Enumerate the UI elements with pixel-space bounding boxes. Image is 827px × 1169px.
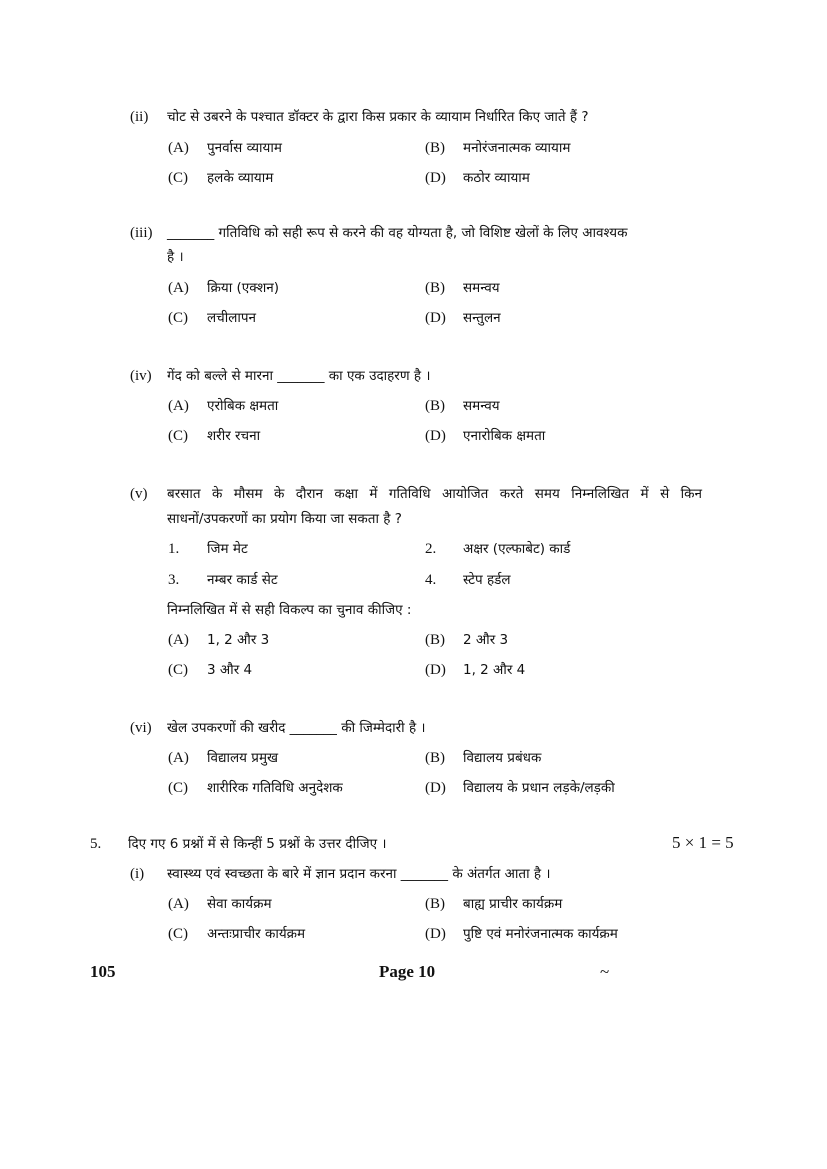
- option-label: (C): [168, 662, 188, 678]
- page-number: Page 10: [379, 962, 436, 981]
- option-label: (A): [168, 896, 189, 912]
- option-text: विद्यालय प्रमुख: [207, 750, 279, 766]
- question-text: चोट से उबरने के पश्चात डॉक्टर के द्वारा किस प्रकार के व्यायाम निर्धारित किए जाते हैं ?: [167, 109, 589, 125]
- question-text: स्वास्थ्य एवं स्वच्छता के बारे में ज्ञान प्रदान करना _______ के अंतर्गत आता है ।: [167, 866, 551, 882]
- option-label: (D): [425, 310, 446, 326]
- option-text: विद्यालय के प्रधान लड़के/लड़की: [463, 780, 615, 796]
- list-item: अक्षर (एल्फाबेट) कार्ड: [463, 541, 571, 557]
- option-label: (D): [425, 662, 446, 678]
- option-label: (D): [425, 170, 446, 186]
- question-number: (iii): [130, 225, 153, 241]
- question-text-cont: है ।: [167, 249, 184, 265]
- option-label: (B): [425, 398, 445, 414]
- option-text: क्रिया (एक्शन): [207, 280, 280, 296]
- option-label: (C): [168, 170, 188, 186]
- paper-code: 105: [90, 962, 116, 981]
- question-number: (iv): [130, 368, 152, 384]
- question-text: _______ गतिविधि को सही रूप से करने की वह योग्यता है, जो विशिष्ट खेलों के लिए आवश्यक: [167, 225, 628, 241]
- list-label: 1.: [168, 541, 180, 557]
- option-text: एरोबिक क्षमता: [207, 398, 279, 414]
- footer-mark: ~: [600, 962, 610, 981]
- option-text: शरीर रचना: [207, 428, 261, 444]
- marks-allocation: 5 × 1 = 5: [672, 833, 734, 852]
- option-text: मनोरंजनात्मक व्यायाम: [463, 140, 571, 156]
- question-number: (v): [130, 486, 148, 502]
- option-text: सन्तुलन: [463, 310, 501, 326]
- list-label: 4.: [425, 572, 437, 588]
- option-label: (D): [425, 780, 446, 796]
- list-item: जिम मेट: [207, 541, 248, 557]
- section-instruction: दिए गए 6 प्रश्नों में से किन्हीं 5 प्रश्नों के उत्तर दीजिए ।: [128, 836, 387, 852]
- option-text: अन्तःप्राचीर कार्यक्रम: [207, 926, 306, 942]
- option-text: सेवा कार्यक्रम: [207, 896, 272, 912]
- option-text: हलके व्यायाम: [207, 170, 274, 186]
- question-text: खेल उपकरणों की खरीद _______ की जिम्मेदारी है ।: [167, 720, 426, 736]
- question-number: (vi): [130, 720, 152, 736]
- option-label: (A): [168, 632, 189, 648]
- option-label: (B): [425, 896, 445, 912]
- list-label: 3.: [168, 572, 180, 588]
- option-label: (C): [168, 310, 188, 326]
- list-item: स्टेप हर्डल: [463, 572, 511, 588]
- option-label: (C): [168, 780, 188, 796]
- section-number: 5.: [90, 836, 102, 852]
- option-label: (C): [168, 428, 188, 444]
- option-text: कठोर व्यायाम: [463, 170, 530, 186]
- option-text: समन्वय: [463, 280, 500, 296]
- option-label: (A): [168, 140, 189, 156]
- option-label: (B): [425, 280, 445, 296]
- question-text-cont: साधनों/उपकरणों का प्रयोग किया जा सकता है ?: [167, 511, 402, 527]
- list-item: नम्बर कार्ड सेट: [207, 572, 278, 588]
- option-text: शारीरिक गतिविधि अनुदेशक: [207, 780, 343, 796]
- option-label: (C): [168, 926, 188, 942]
- option-text: लचीलापन: [207, 310, 257, 326]
- question-number: (i): [130, 866, 145, 882]
- option-label: (B): [425, 632, 445, 648]
- instruction-text: निम्नलिखित में से सही विकल्प का चुनाव कीजिए :: [167, 602, 412, 618]
- option-text: विद्यालय प्रबंधक: [463, 750, 542, 766]
- question-number: (ii): [130, 109, 149, 125]
- option-label: (D): [425, 926, 446, 942]
- option-text: 1, 2 और 3: [207, 632, 270, 648]
- option-label: (B): [425, 750, 445, 766]
- option-label: (A): [168, 280, 189, 296]
- option-label: (B): [425, 140, 445, 156]
- option-text: पुष्टि एवं मनोरंजनात्मक कार्यक्रम: [463, 926, 618, 942]
- option-text: 1, 2 और 4: [463, 662, 526, 678]
- option-text: 3 और 4: [207, 662, 253, 678]
- option-label: (A): [168, 750, 189, 766]
- question-text: बरसात के मौसम के दौरान कक्षा में गतिविधि आयोजित करते समय निम्नलिखित में से किन: [167, 486, 702, 502]
- list-label: 2.: [425, 541, 437, 557]
- option-label: (D): [425, 428, 446, 444]
- option-text: 2 और 3: [463, 632, 509, 648]
- option-text: समन्वय: [463, 398, 500, 414]
- option-label: (A): [168, 398, 189, 414]
- option-text: पुनर्वास व्यायाम: [207, 140, 282, 156]
- option-text: एनारोबिक क्षमता: [463, 428, 546, 444]
- option-text: बाह्य प्राचीर कार्यक्रम: [463, 896, 563, 912]
- question-text: गेंद को बल्ले से मारना _______ का एक उदाहरण है ।: [167, 368, 431, 384]
